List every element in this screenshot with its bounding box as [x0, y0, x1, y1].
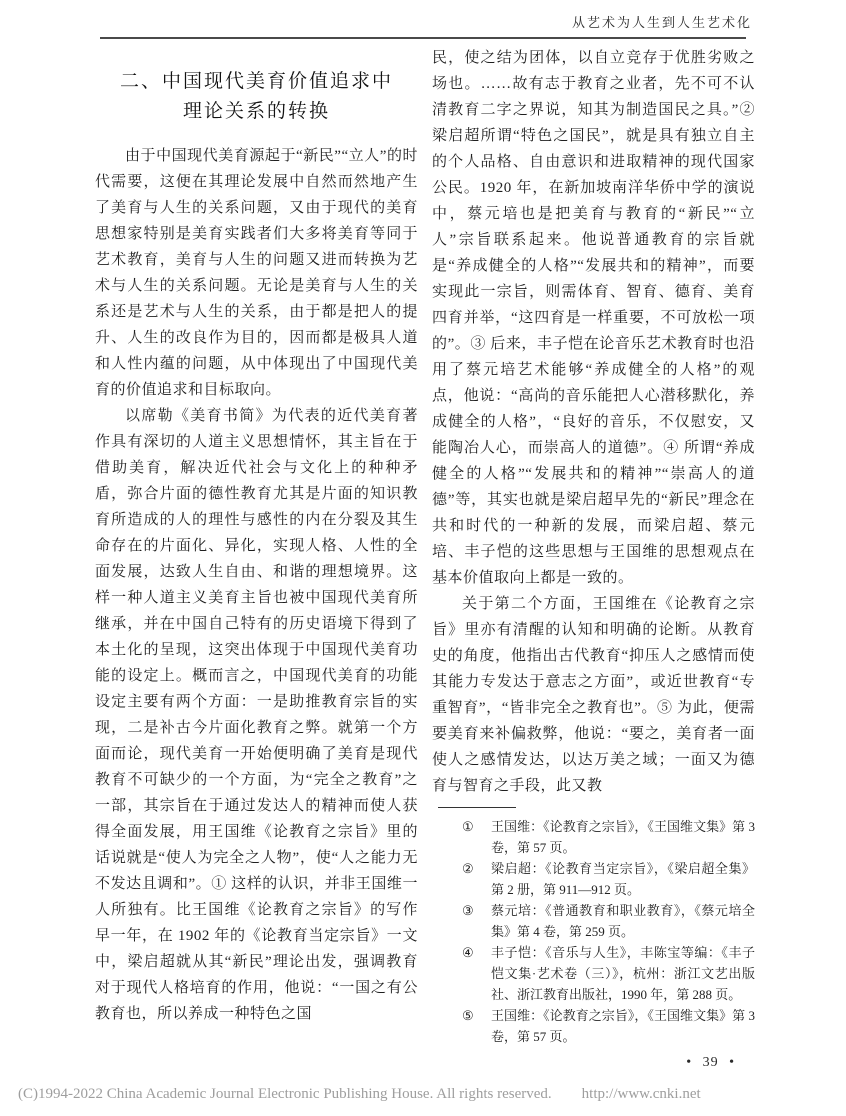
left-column: [95, 45, 418, 1071]
footnote-item: [462, 816, 755, 858]
footnote-divider: [438, 807, 516, 808]
footnote-item: [462, 942, 755, 1005]
footnote-text: 梁启超：《论教育当定宗旨》，《梁启超全集》第 2 册，第 911—912 页。: [491, 861, 755, 897]
footer-url: http://www.cnki.net: [581, 1086, 701, 1102]
section-heading-line2: 理论关系的转换: [182, 101, 330, 122]
header-divider: [100, 37, 746, 39]
footer: [18, 1086, 701, 1103]
footnote-marker: ①: [462, 819, 474, 834]
right-column: [432, 45, 755, 1071]
footnote-marker: ④: [462, 945, 474, 960]
section-heading-line1: 二、中国现代美育价值追求中: [119, 71, 393, 92]
paragraph: 以席勒《美育书简》为代表的近代美育著作具有深切的人道主义思想情怀，其主旨在于借助美育，解决近代社会与文化上的种种矛盾，弥合片面的德性教育尤其是片面的知识教育所造成的人的理性与感性的内在分裂及其生命存在的片面化、异化，实现人格、人性的全面发展，达致人生自由、和谐的理想境界。这样一种人道主义美育主旨也被中国现代美育所继承，并在中国自己特有的历史语境下得到了本土化的呈现，这突出体现于中国现代美育功能的设定上。概而言之，中国现代美育的功能设定主要有两个方面：一是助推教育宗旨的实现，二是补古今片面化教育之弊。就第一个方面而论，现代美育一开始便明确了美育是现代教育不可缺少的一个方面，为“完全之教育”之一部，其宗旨在于通过发达人的精神而使人获得全面发展，用王国维《论教育之宗旨》里的话说就是“使人为完全之人物”，使“人之能力无不发达且调和”。① 这样的认识，并非王国维一人所独有。比王国维《论教育之宗旨》的写作早一年，在 1902 年的《论教育当定宗旨》一文中，梁启超就从其“新民”理论出发，强调教育对于现代人格培育的作用，他说：“一国之有公教育也，所以养成一种特色之国: [95, 408, 418, 1022]
paragraph: 关于第二个方面，王国维在《论教育之宗旨》里亦有清醒的认知和明确的论断。从教育史的角度，他指出古代教育“抑压人之感情而使其能力专发达于意志之方面”，或近世教育“专重智育”，“皆非完全之教育也”。⑤ 为此，便需要美育来补偏救弊，他说：“要之，美育者一面使人之感情发达，以达万美之域；一面又为德育与智育之手段，此又教: [432, 596, 755, 794]
footnote-text: 王国维：《论教育之宗旨》，《王国维文集》第 3 卷，第 57 页。: [491, 1008, 755, 1044]
footnote-marker: ⑤: [462, 1008, 474, 1023]
footnote-marker: ②: [462, 861, 474, 876]
footnote-item: [462, 1005, 755, 1047]
copyright-text: (C)1994-2022 China Academic Journal Electronic Publishing House. All rights reserved.: [18, 1086, 552, 1102]
paragraph-continuation: 民，使之结为团体，以自立竞存于优胜劣败之场也。……故有志于教育之业者，先不可不认清教育二字之界说，知其为制造国民之具。”② 梁启超所谓“特色之国民”，就是具有独立自主的个人品格、自由意识和进取精神的现代国家公民。1920 年，在新加坡南洋华侨中学的演说中，蔡元培也是把美育与教育的“新民”“立人”宗旨联系起来。他说普通教育的宗旨就是“养成健全的人格”“发展共和的精神”，而要实现此一宗旨，则需体育、智育、德育、美育四育并举，“这四育是一样重要，不可放松一项的”。③ 后来，丰子恺在论音乐艺术教育时也沿用了蔡元培艺术能够“养成健全的人格”的观点，他说：“高尚的音乐能把人心潜移默化，养成健全的人格”，“良好的音乐，不仅慰安，又能陶冶人心，而崇高人的道德”。④ 所谓“养成健全的人格”“发展共和的精神”“崇高人的道德”等，其实也就是梁启超早先的“新民”理念在共和时代的一种新的发展，而梁启超、蔡元培、丰子恺的这些思想与王国维的思想观点在基本价值取向上都是一致的。: [432, 50, 755, 586]
footnote-text: 丰子恺：《音乐与人生》，丰陈宝等编：《丰子恺文集·艺术卷（三）》，杭州：浙江文艺出版社、浙江教育出版社，1990 年，第 288 页。: [491, 945, 755, 1002]
footnote-item: [462, 858, 755, 900]
footnote-marker: ③: [462, 903, 474, 918]
footnote-text: 蔡元培：《普通教育和职业教育》，《蔡元培全集》第 4 卷，第 259 页。: [491, 903, 755, 939]
page-number: • 39 •: [686, 1055, 735, 1070]
article-body: [95, 45, 755, 1071]
footnote-item: [462, 900, 755, 942]
footnote-text: 王国维：《论教育之宗旨》，《王国维文集》第 3 卷，第 57 页。: [491, 819, 755, 855]
footnotes: [462, 816, 755, 1047]
section-heading: [95, 67, 418, 127]
paragraph: 由于中国现代美育源起于“新民”“立人”的时代需要，这便在其理论发展中自然而然地产生了美育与人生的关系问题，又由于现代的美育思想家特别是美育实践者们大多将美育等同于艺术教育，美育与人生的问题又进而转换为艺术与人生的关系问题。无论是美育与人生的关系还是艺术与人生的关系，由于都是把人的提升、人生的改良作为目的，因而都是极具人道和人性内蕴的问题，从中体现出了中国现代美育的价值追求和目标取向。: [95, 148, 418, 398]
running-head: 从艺术为人生到人生艺术化: [571, 15, 752, 30]
